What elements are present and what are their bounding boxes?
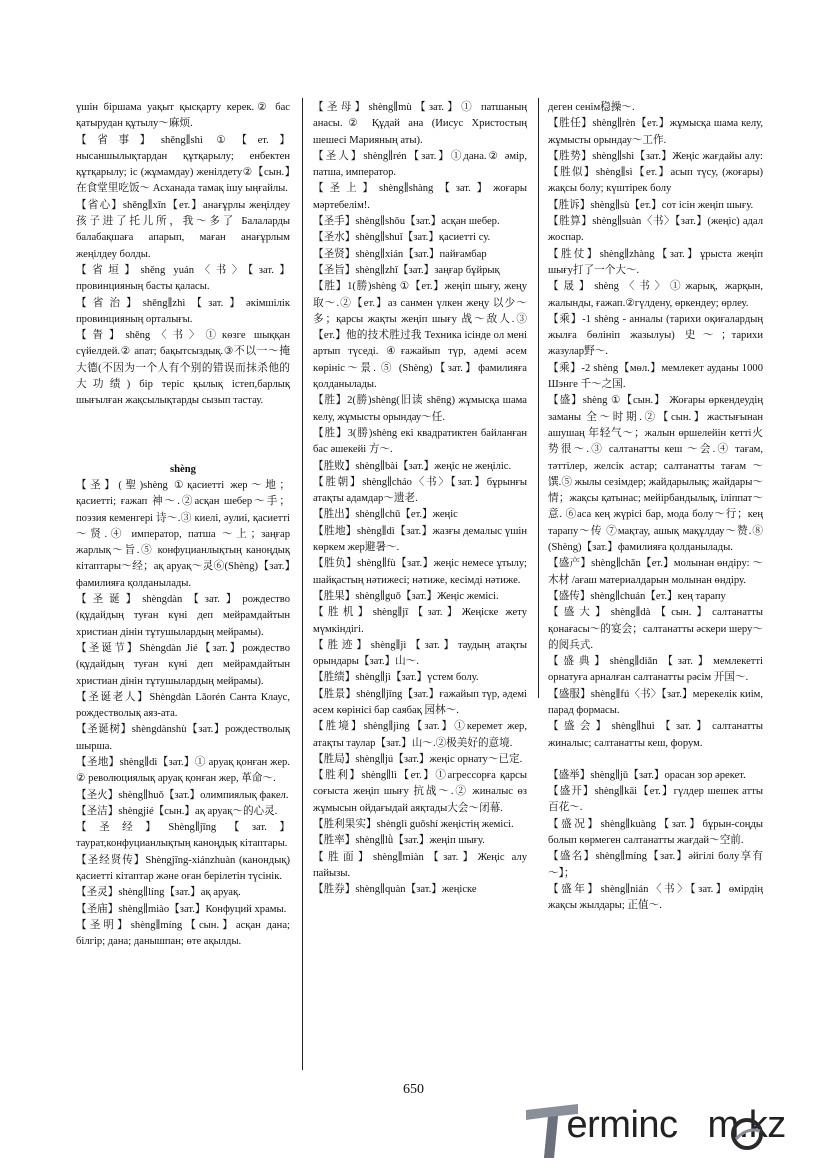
dictionary-entry: 【胜势】shèng∥shì【зат.】Жеңіс жағдайы алу:【胜似】shèng∥sì【ет.】асып түсу, (жоғары) жақсы болу; күштірек болу [548,150,763,195]
dictionary-entry: 【盛开】shèng∥kāi【ет.】гүлдер шешек атты百花～. [548,786,763,814]
dictionary-entry: 【胜负】shèng∥fù【зат.】жеңіс немесе ұтылу; шайқастың нәтижесі; нәтиже, кесімді нәтиже. [313,558,527,586]
dictionary-entry: 【盛】shèng ①【сын.】 Жоғары өркендеудің заманы 全～时期.②【сын.】жастығынан ашушаң 年轻气～；жалын өршелейін кетті火势很～.③ салтанатты кеш ～会.④ тағам, тәттілер, желсік астар; салтанатты тағам ～馔.⑤ жылы сезімдер; жайдарылық; жайдары～情；жақсы қатынас; мейірбандылық, іліппат～意. ⑥аса кең жүрісі бар, мода болу～行；кең тарапу～传 ⑦мақтау, ашық мақұлдау～赞.⑧ (Shèng)【зат.】фамилияға қолданылады. [548,395,763,554]
dictionary-entry: 【圣上】shèng∥shàng【зат.】жоғары мәртебелім!. [313,183,527,211]
dictionary-entry: 【胜败】shèng∥bài【зат.】жеңіс не жеңіліс. [313,460,512,472]
section-heading: shèng [170,463,196,475]
dictionary-entry: 【圣人】shèng∥rén【зат.】①дана.② әмір, патша, император. [313,150,527,179]
dictionary-entry: 【省事】shěng∥shì ①【ет.】нысаншылықтардан құтқарылу; енбектен құтқарылу; іс (жұмамдау) женілдету②【сын.】在食堂里吃饭～ Асханада тамақ ішу ыңғайлы. [76,134,290,195]
dictionary-entry: 【圣贤】shèng∥xián【зат.】пайғамбар [313,248,487,260]
dictionary-entry: 【乘】-2 shèng【мөл.】мемлекет ауданы 1000 Шэнге 千～之国. [548,362,763,391]
dictionary-entry: 【眚】shěng〈书〉①көзге шыққан сүйелдей.② апат; бақытсыздық.③不以一～掩大德(不因为一个人有个别的错误而抹杀他的大功绩) бір теріс қылық істеп,барлық шығылған жақсылықтарды сызып тастау. [76,330,290,407]
dictionary-entry: 【胜任】shèng∥rèn【ет.】жұмысқа шама келу, жұмысты орындау～工作. [548,118,763,146]
dictionary-entry: 【圣经贤传】Shèngjīng-xiánzhuàn (канондық) қасиетті кітаптар және оған берілетін түсінік. [76,854,290,883]
dictionary-entry: 【盛典】shèng∥diǎn【зат.】мемлекетті орнатуға арналған салтанатты рәсім 开国～. [548,656,763,684]
dictionary-entry: 【圣旨】shèng∥zhǐ【зат.】заңғар бұйрық [313,264,500,276]
dictionary-entry: 【盛服】shèng∥fú〈书〉【зат.】мерекелік киім, парад формасы. [548,688,763,716]
dictionary-entry: 【胜机】shèng∥jī【зат.】Жеңіске жету мүмкіндігі. [313,607,527,635]
dictionary-entry: 【圣母】shèng∥mù【зат.】① патшаның анасы.② Құдай ана (Иисус Христостың шешесі Марияның аты). [313,102,527,146]
dictionary-entry: 【圣灵】shèng∥líng【зат.】ақ аруақ. [76,887,241,899]
dictionary-entry: 【圣诞节】Shèngdàn Jié【зат.】рождество (құдайдың туған күні деп мейрамдайтын христиан дінін тұтушылардың мейрамы). [76,642,290,687]
dictionary-entry: 【盛大】shèng∥dà【сын.】салтанатты қонағасы～的宴会；салтанатты әскери шеру～的阅兵式. [548,607,763,651]
dictionary-entry: 【胜迹】shèng∥jì【зат.】таудың атақты орындары【зат.】山～. [313,639,527,668]
dictionary-entry: 【胜】1(勝)shèng ①【ет.】жеңіп шығу, жеңу 取～.②【ет.】аз санмен үлкен жеңу 以少～多；қарсы жақты жеңіп шығу 战～敌人.③【ет.】他的技术胜过我 Техника ісінде ол мені артып түседі. ④ғажайып түр, әдемі әсем көрініс～景. ⑤ (Shèng)【зат.】фамилияға қолданылады. [313,281,527,391]
dictionary-entry: 【胜绩】shèng∥jì【зат.】үстем болу. [313,672,479,684]
dictionary-entry: 【胜利果实】shènglì guǒshí жеңістің жемісі. [313,819,514,831]
dictionary-entry: 【胜境】shèng∥jìng【зат.】①керемет жер, атақты таулар【зат.】山～.②极美好的意境. [313,721,527,749]
dictionary-entry: 【盛传】shèng∥chuán【ет.】кең тарапу [548,590,726,602]
dictionary-entry: 【盛况】shèng∥kuàng【зат.】бұрын-соңды болып көрмеген салтанатты жағдай～空前. [548,818,763,847]
dictionary-entry: 【胜出】shèng∥chū【ет.】жеңіс [313,509,458,521]
dictionary-entry: 【省垣】shěng yuán〈书〉【зат.】провинцияның басты қаласы. [76,264,290,293]
dictionary-entry: 【圣水】shèng∥shuǐ【зат.】қасиетті су. [313,232,491,244]
column-divider-right [538,98,539,698]
dictionary-entry: 【胜利】shèng∥lì【ет.】①агрессорға қарсы соғыста жеңіп шығу 抗战～.② жиналыс өз жұмысын ойдағыдай аяқтады大会～闭幕. [313,770,527,814]
dictionary-entry: 【省治】shěng∥zhì【зат.】әкімшілік провинцияның орталығы. [76,297,290,325]
dictionary-entry: 【圣诞】shèngdàn【зат.】рождество (құдайдың туған күні деп мейрамдайтын христиан дінін тұтушылардың мейрамы). [76,594,290,638]
dictionary-entry: 【晟】shèng〈书〉①жарық, жарқын, жалынды, ғажап.②гүлдену, өркендеу; өрлеу. [548,281,763,309]
dictionary-entry: 【胜朝】shèng∥cháo〈书〉【зат.】бұрынғы атақты адамдар～遗老. [313,476,527,505]
dictionary-entry: 【圣经】Shèng∥jīng【зат.】таурат,конфуцианлықтың каноңдық кітаптары. [76,822,290,850]
dictionary-entry: 【胜局】shèng∥jú【зат.】жеңіс орнату～已定. [313,753,523,765]
dictionary-entry: 【胜】2(勝)shèng(旧读 shēng) жұмысқа шама келу, жұмысты орындау～任. [313,395,527,423]
column-divider-left [302,98,303,1070]
dictionary-entry: 【圣地】shèng∥dì【зат.】① аруақ қонған жер. ② революциялық аруақ қонған жер, 革命～. [76,756,290,785]
dictionary-entry: 【盛会】shèng∥huì【зат.】салтанатты жиналыс; салтанатты кеш, форум. [548,721,763,749]
dictionary-entry: 【胜率】shèng∥lǜ【зат.】жеңіп шығу. [313,835,485,847]
dictionary-entry: 【盛名】shèng∥míng【зат.】әйгілі болу享有～】； [548,851,763,879]
dictionary-column-2 [313,100,527,899]
dictionary-entry: 【胜地】shèng∥dì【зат.】жазғы демалыс үшін көркем жер避暑～. [313,525,527,554]
section-spacer [548,752,763,768]
dictionary-entry: 【胜诉】shèng∥sù【ет.】сот ісін жеңіп шығу. [548,199,754,211]
dictionary-entry: 【圣火】shèng∥huǒ【зат.】олимпиялық факел. [76,789,289,801]
dictionary-entry: 【圣庙】shèng∥miào【зат.】Конфуций храмы. [76,903,287,915]
dictionary-entry: 【圣手】shèng∥shǒu【зат.】асқан шебер. [313,216,500,228]
termincom-logo-text: erminc m.kz [566,1104,786,1146]
logo-globe-icon [730,1117,764,1151]
dictionary-entry: 【胜景】shèng∥jǐng【зат.】ғажайып түр, әдемі әсем көрінісі бар саябақ 园林～. [313,688,527,716]
dictionary-entry: үшін біршама уақыт қысқарту керек.② бас қатырудан құтылу～麻烦. [76,102,290,130]
page-number: 650 [403,1082,424,1097]
dictionary-entry: 【盛举】shèng∥jǔ【зат.】орасан зор әрекет. [548,769,746,781]
dictionary-entry: 【乘】-1 shèng - анналы (тарихи оқиғалардың жылға бөлініп жазылуы) 史～；тарихи жазулар野～. [548,313,763,358]
dictionary-entry: 【胜仗】shèng∥zhàng【зат.】ұрыста жеңіп шығу打了一个大～. [548,248,763,276]
dictionary-entry: 【盛年】shèng∥nián〈书〉【зат.】өмірдің жақсы жылдары; 正值～. [548,883,763,912]
dictionary-entry: 【圣】(聖)shèng ①қасиетті жер～地；қасиетті; ғажап 神～.②асқан шебер～手；поэзия кеменгері 诗～.③ киелі, әулиі, қасиетті ～贤.④ император, патша ～上；заңғар жарлық～旨.⑤ конфуцианлықтың каноңдық кітаптары～经；ақ аруақ～灵⑥(Shèng)【зат.】фамилияға қолданылады. [76,479,290,589]
dictionary-entry: 【圣明】shèng∥míng【сын.】асқан дана; білгір; дана; данышпан; өте ақылды. [76,919,290,948]
dictionary-entry: 【胜券】shèng∥quàn【зат.】жеңіске [313,884,477,896]
dictionary-entry: 【胜】3(勝)shèng екі квадратиктен байланған бас әшекейі 方～. [313,427,527,456]
dictionary-entry: 【胜面】shèng∥miàn【зат.】Жеңіс алу пайызы. [313,851,527,879]
dictionary-entry: 【圣诞树】shèngdànshù【зат.】рождестволық шырша. [76,724,290,752]
dictionary-entry: 【省心】shěng∥xīn【ет.】анағұрлы жеңілдеу 孩子进了托儿所，我～多了 Балаларды балабақшаға апарып, маған анағұрлым жеңілдеу болды. [76,199,290,260]
dictionary-entry: деген сенім稳操～. [548,102,635,113]
dictionary-entry: 【胜算】shèng∥suàn〈书〉【зат.】(жеңіс) адал жоспар. [548,216,763,244]
dictionary-column-3 [548,100,763,915]
dictionary-entry: 【圣洁】shèngjié【сын.】ақ аруақ～的心灵. [76,805,278,817]
dictionary-column-1 [76,100,290,951]
dictionary-entry: 【胜果】shèng∥guǒ【зат.】Жеңіс жемісі. [313,590,499,602]
section-spacer [76,410,290,462]
dictionary-entry: 【盛产】shèng∥chǎn【ет.】молынан өндіру: ～木材 /ағаш материалдарын молынан өндіру. [548,558,763,586]
dictionary-entry: 【圣诞老人】Shèngdàn Lǎorén Санта Клаус, рождестволық аяз-ата. [76,691,290,720]
